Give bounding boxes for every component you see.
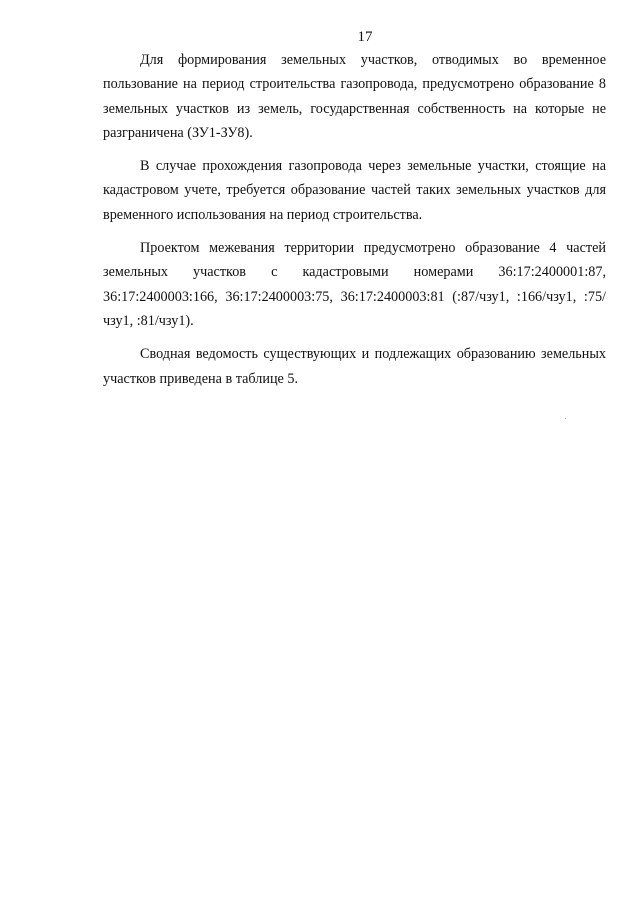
page-number: 17 <box>357 29 373 45</box>
body-text <box>103 48 606 400</box>
paragraph-summary-table-reference: Сводная ведомость существующих и подлежащих образованию земельных участков приведена в таблице 5. <box>103 346 606 387</box>
paragraph-cadastral-numbers: Проектом межевания территории предусмотрено образование 4 частей земельных участков с кадастровыми номерами 36:17:2400001:87, 36:17:2400003:166, 36:17:2400003:75, 36:17:2400003:81 (:87/чзу1, :166/чзу1, :75/чзу1, :81/чзу1). <box>103 240 606 329</box>
paragraph-land-plots-formation: Для формирования земельных участков, отводимых во временное пользование на период строительства газопровода, предусмотрено образование 8 земельных участков из земель, государственная собственность на которые не разграничена (ЗУ1-ЗУ8). <box>103 52 606 141</box>
paragraph-cadastral-parts: В случае прохождения газопровода через земельные участки, стоящие на кадастровом учете, требуется образование частей таких земельных участков для временного использования на период строительства. <box>103 158 606 223</box>
scan-speck <box>565 418 566 419</box>
